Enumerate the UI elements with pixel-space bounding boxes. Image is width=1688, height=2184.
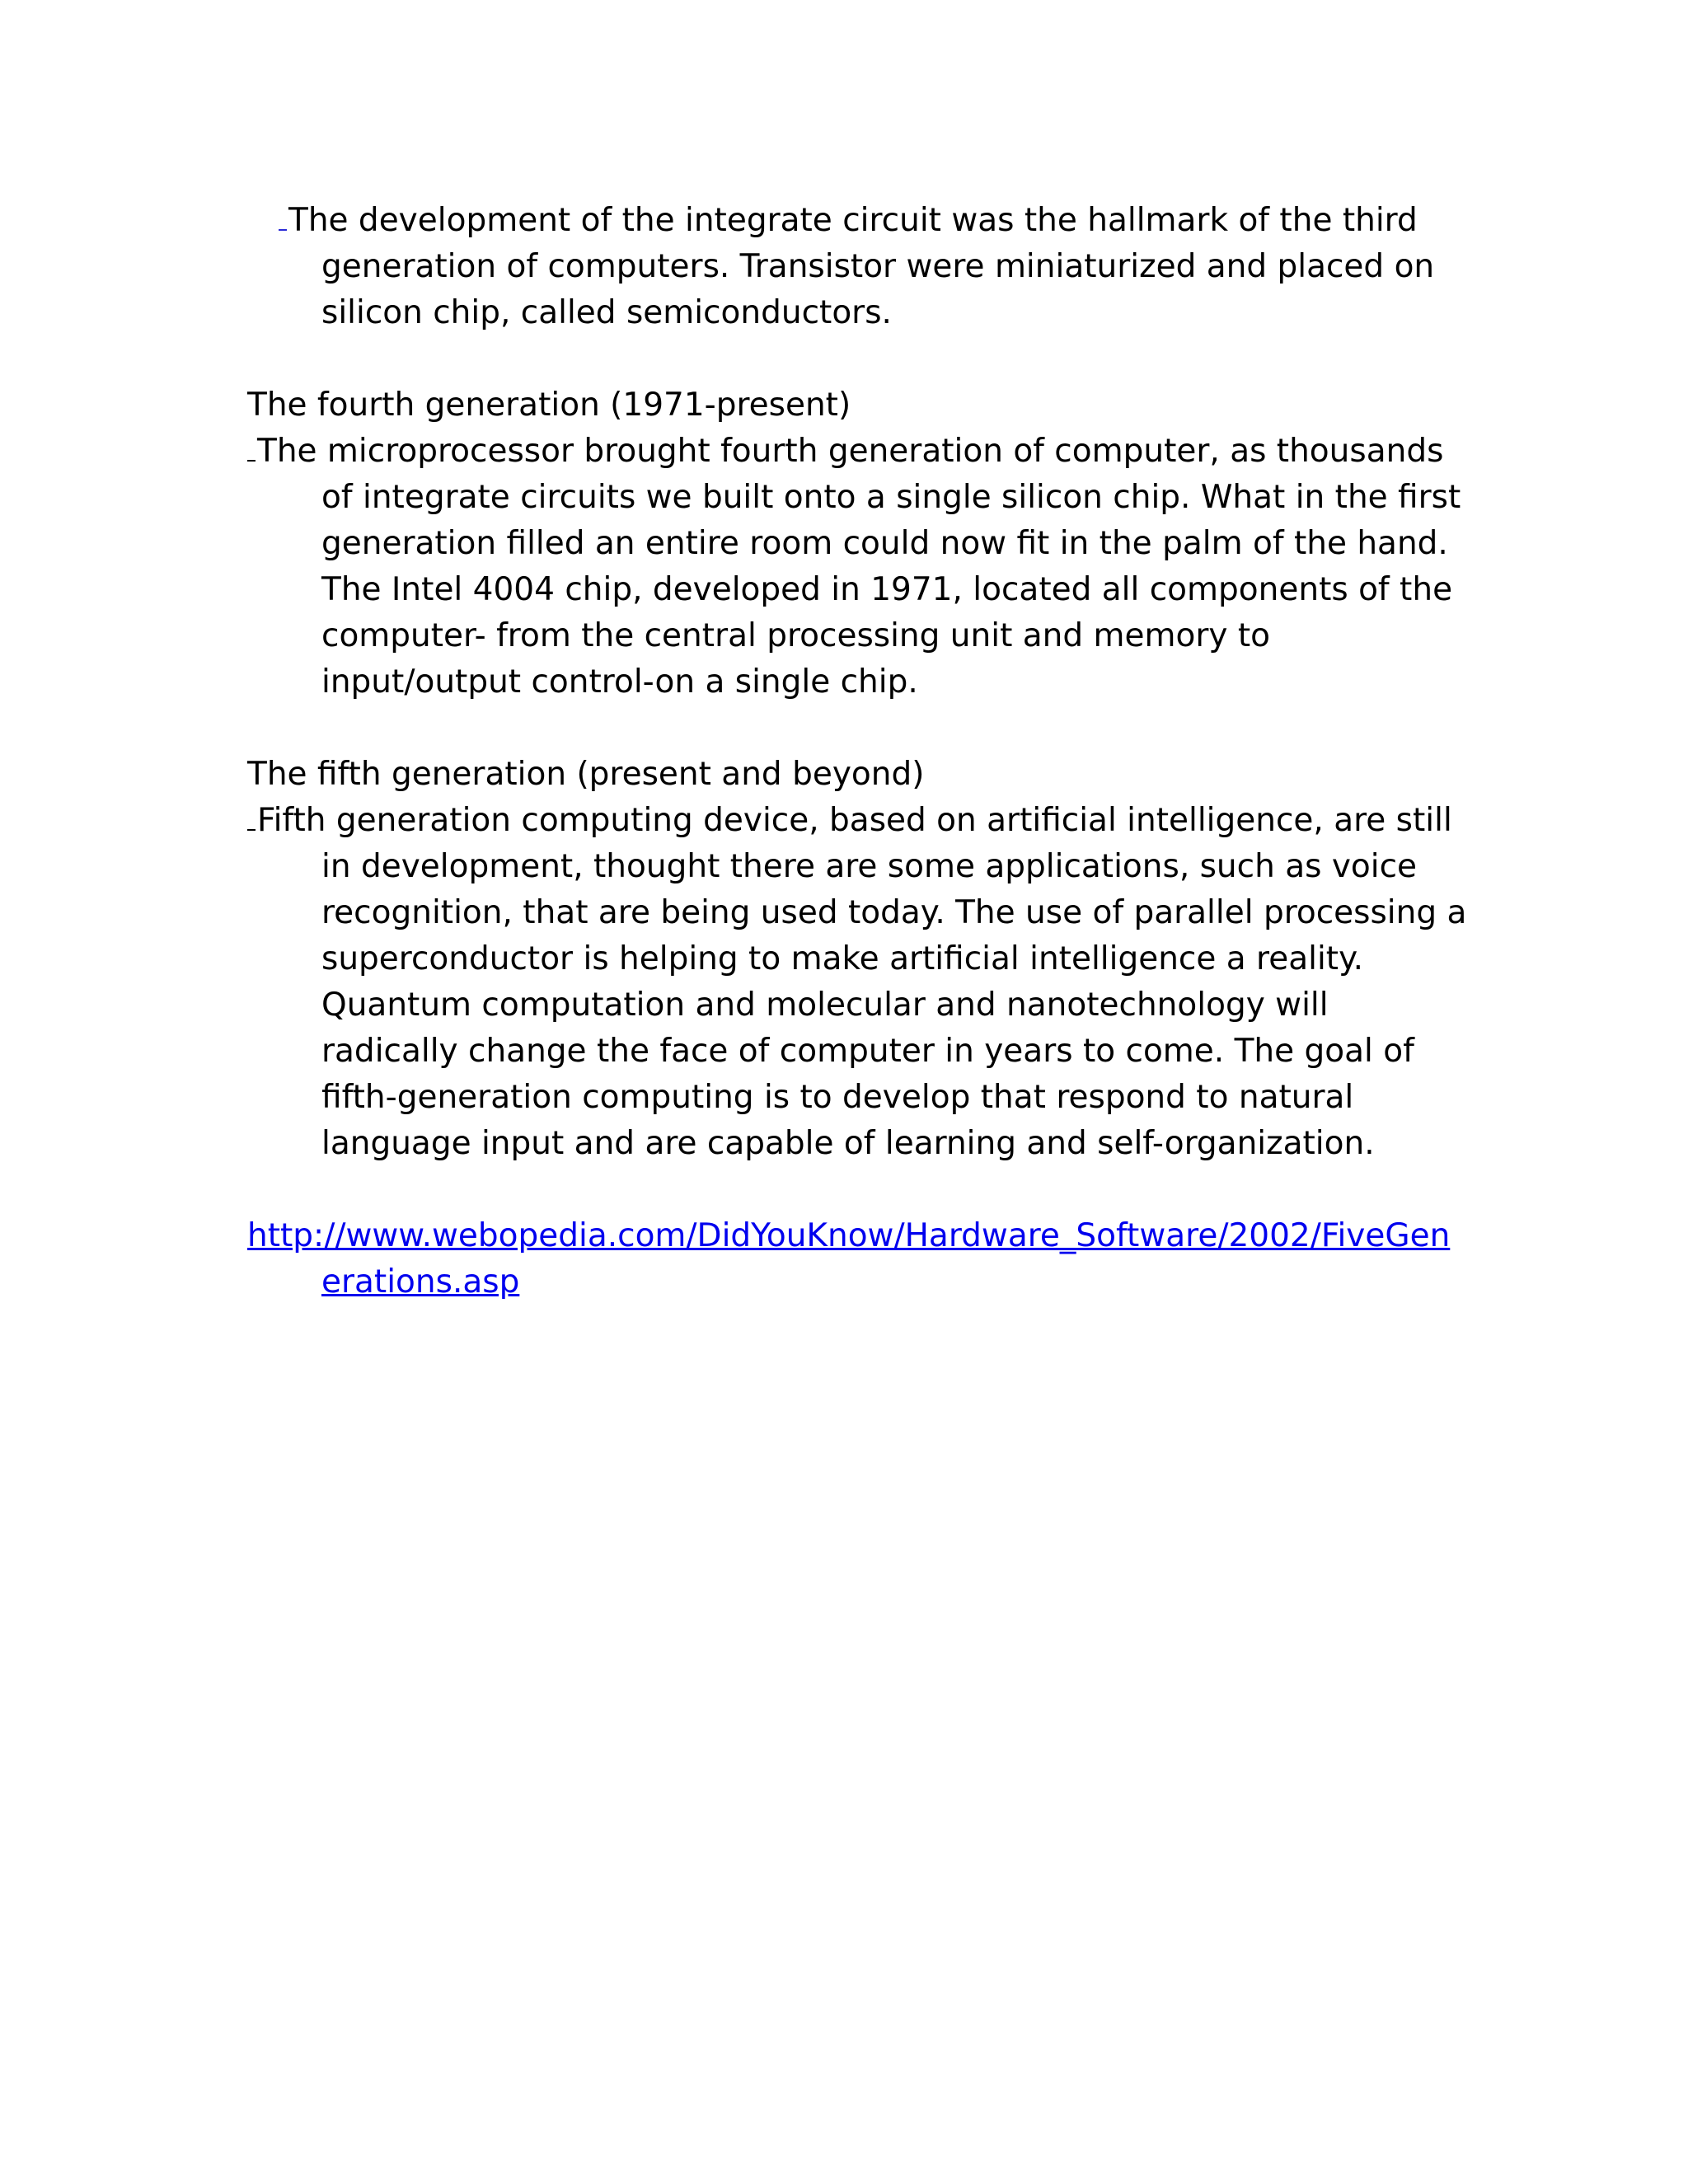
spacer: [247, 336, 1467, 382]
fifth-generation-text: Fifth generation computing device, based on artificial intelligence, are still in development, thought there are some applications, such as voice recognition, that are being used today. The use of parallel processing a superconductor is helping to make artificial intelligence a reality. Quantum computation and molecular and nanotechnology will radically change the face of computer in years to come. The goal of fifth-generation computing is to develop that respond to natural language input and are capable of learning and self-organization.: [257, 802, 1467, 1162]
source-link-paragraph: [247, 1213, 1467, 1305]
spacer: [247, 1167, 1467, 1213]
bullet-marker: [247, 829, 256, 831]
third-generation-text: The development of the integrate circuit was the hallmark of the third generation of computers. Transistor were miniaturized and placed on silicon chip, called semiconductors.: [288, 202, 1435, 331]
fourth-generation-text: The microprocessor brought fourth generation of computer, as thousands of integrate circuits we built onto a single silicon chip. What in the first generation filled an entire room could now fit in the palm of the hand. The Intel 4004 chip, developed in 1971, located all components of the computer- from the central processing unit and memory to input/output control-on a single chip.: [257, 433, 1461, 701]
third-generation-paragraph: [247, 198, 1467, 336]
spacer: [247, 705, 1467, 752]
fifth-generation-heading: The fifth generation (present and beyond): [247, 756, 925, 793]
fifth-generation-paragraph: [247, 798, 1467, 1167]
document-page: [247, 198, 1467, 1305]
fourth-generation-heading: The fourth generation (1971-present): [247, 387, 851, 424]
bullet-marker: [247, 460, 256, 462]
source-link[interactable]: http://www.webopedia.com/DidYouKnow/Hardware_Software/2002/FiveGenerations.asp: [247, 1217, 1451, 1301]
fourth-generation-paragraph: [247, 429, 1467, 705]
bullet-marker: [279, 229, 287, 231]
